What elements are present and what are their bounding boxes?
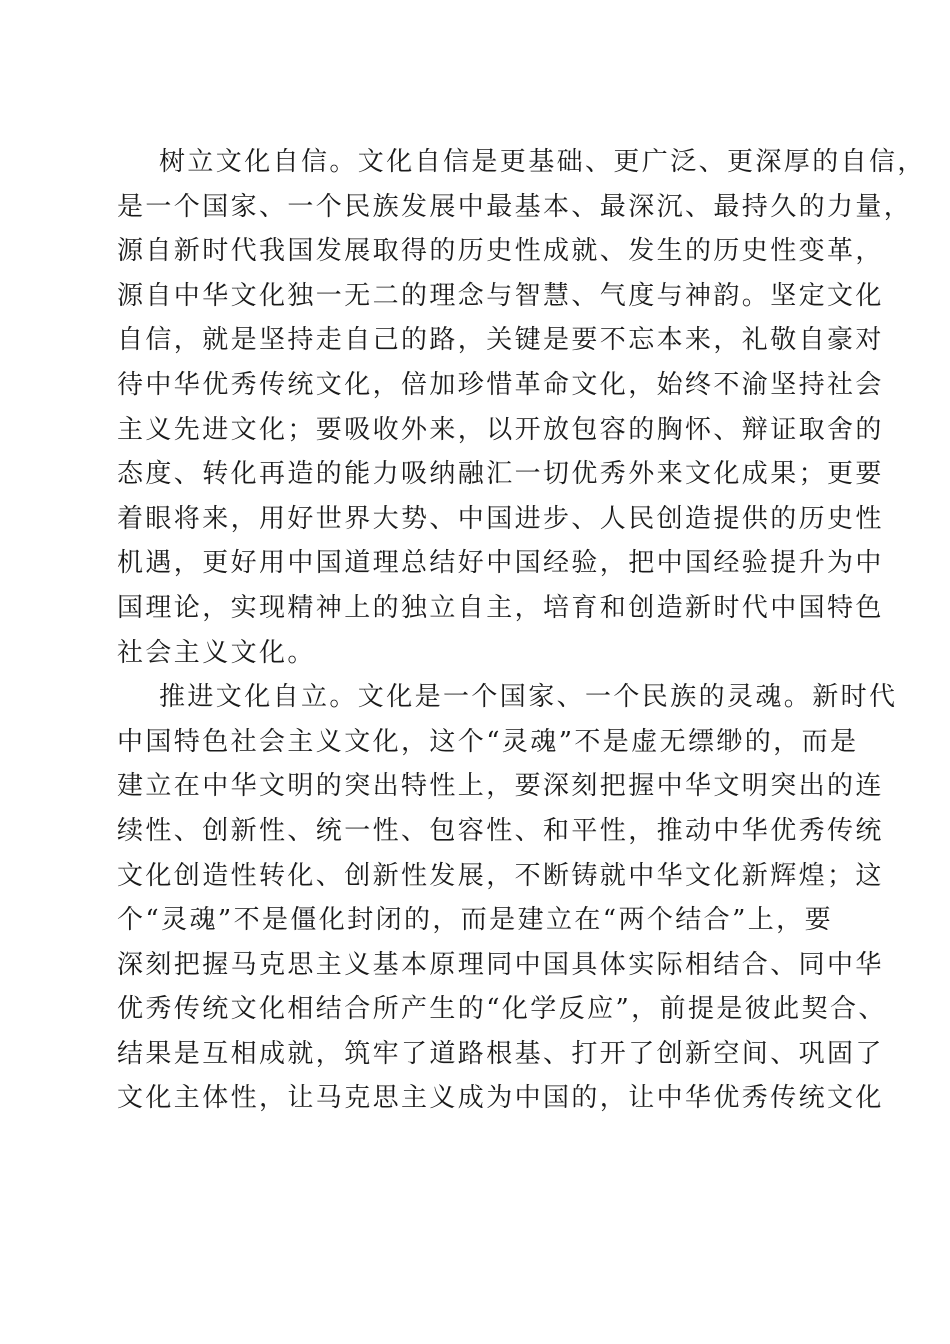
paragraph-line: 主义先进文化；要吸收外来，以开放包容的胸怀、辩证取舍的 — [117, 414, 884, 445]
paragraph-line: 中国特色社会主义文化，这个“灵魂”不是虚无缥缈的，而是 — [117, 726, 859, 757]
paragraph-line: 源自新时代我国发展取得的历史性成就、发生的历史性变革， — [117, 236, 884, 267]
paragraph-line: 推进文化自立。文化是一个国家、一个民族的灵魂。新时代 — [159, 682, 898, 713]
paragraph-line: 优秀传统文化相结合所产生的“化学反应”，前提是彼此契合、 — [117, 994, 887, 1025]
paragraph-line: 态度、转化再造的能力吸纳融汇一切优秀外来文化成果；更要 — [117, 459, 884, 490]
paragraph-line: 建立在中华文明的突出特性上，要深刻把握中华文明突出的连 — [117, 771, 884, 802]
paragraph-line: 着眼将来，用好世界大势、中国进步、人民创造提供的历史性 — [117, 503, 884, 534]
paragraph-line: 源自中华文化独一无二的理念与智慧、气度与神韵。坚定文化 — [117, 280, 884, 311]
paragraph-line: 自信，就是坚持走自己的路，关键是要不忘本来，礼敬自豪对 — [117, 325, 884, 356]
paragraph-line: 续性、创新性、统一性、包容性、和平性，推动中华优秀传统 — [117, 815, 884, 846]
paragraph-line: 结果是互相成就，筑牢了道路根基、打开了创新空间、巩固了 — [117, 1038, 884, 1069]
paragraph-line: 个“灵魂”不是僵化封闭的，而是建立在“两个结合”上，要 — [117, 905, 833, 936]
paragraph-line: 机遇，更好用中国道理总结好中国经验，把中国经验提升为中 — [117, 548, 884, 579]
paragraph-line: 文化主体性，让马克思主义成为中国的，让中华优秀传统文化 — [117, 1083, 884, 1114]
paragraph-line: 深刻把握马克思主义基本原理同中国具体实际相结合、同中华 — [117, 949, 884, 980]
paragraph-cultural-confidence — [117, 140, 926, 675]
paragraph-line: 待中华优秀传统文化，倍加珍惜革命文化，始终不渝坚持社会 — [117, 369, 884, 400]
paragraph-line: 国理论，实现精神上的独立自主，培育和创造新时代中国特色 — [117, 592, 884, 623]
document-body — [117, 140, 926, 1121]
paragraph-line: 社会主义文化。 — [117, 637, 316, 668]
paragraph-line: 树立文化自信。文化自信是更基础、更广泛、更深厚的自信， — [159, 147, 926, 177]
paragraph-line: 是一个国家、一个民族发展中最基本、最深沉、最持久的力量， — [117, 191, 913, 222]
paragraph-cultural-self-reliance — [117, 675, 898, 1121]
paragraph-line: 文化创造性转化、创新性发展，不断铸就中华文化新辉煌；这 — [117, 860, 884, 891]
